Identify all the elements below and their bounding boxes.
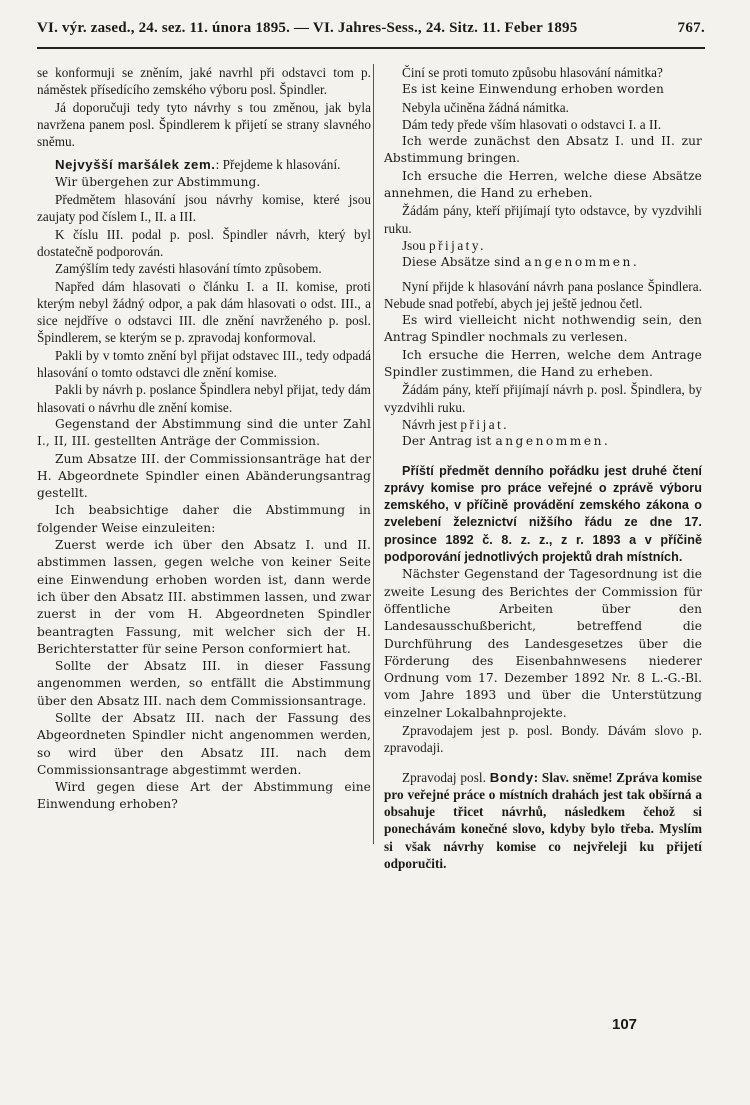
paragraph: Dám tedy přede vším hlasovati o odstavci I. a II. bbox=[402, 116, 662, 132]
page-header bbox=[37, 20, 705, 37]
german-paragraph: Wir übergehen zur Abstimmung. bbox=[55, 174, 261, 189]
agenda-item-czech: Příští předmět denního pořádku jest druhé čtení zprávy komise pro práce veřejné o zprávě výboru zemského, v příčině provádění zemského zákona o zvelebení železnictví nižšího řádu ze dne 17. prosince 1892 č. 8. z. z., z r. 1893 a v příčině podporování jednotlivých projektů drah místních. bbox=[384, 463, 702, 565]
german-paragraph: Ich ersuche die Herren, welche diese Absätze annehmen, die Hand zu erheben. bbox=[384, 168, 702, 201]
vote-result-prefix: Diese Absätze sind bbox=[402, 255, 525, 270]
speaker-name: Bondy bbox=[489, 769, 534, 785]
left-column bbox=[37, 64, 371, 814]
paragraph: Žádám pány, kteří přijímají tyto odstavce, by vyzdvihli ruku. bbox=[384, 203, 702, 236]
german-paragraph: Sollte der Absatz III. nach der Fassung des Abgeordneten Spindler nicht angenommen werden, so wird über den Absatz III. nach dem Commissionsantrage abgestimmt werden. bbox=[37, 710, 371, 777]
speaker-paragraph bbox=[37, 156, 371, 173]
paragraph: Nebyla učiněna žádná námitka. bbox=[402, 99, 569, 115]
header-left bbox=[37, 20, 577, 37]
speaker-title: Zpravodaj posl. bbox=[402, 769, 490, 785]
spacer bbox=[384, 451, 702, 463]
vote-result bbox=[384, 237, 702, 254]
german-paragraph: Zum Absatze III. der Commissionsanträge hat der H. Abgeordnete Spindler einen Abänderungsantrag gestellt. bbox=[37, 451, 371, 501]
column-divider bbox=[373, 64, 374, 844]
paragraph: Pakli by návrh p. poslance Špindlera nebyl přijat, tedy dám hlasovati o návrhu dle znění komise. bbox=[37, 382, 371, 415]
vote-result-word: angenommen. bbox=[495, 434, 611, 449]
german-paragraph: Ich ersuche die Herren, welche dem Antrage Spindler zustimmen, die Hand zu erheben. bbox=[384, 347, 702, 380]
speaker-text: : Slav. sněme! Zpráva komise pro veřejné práce o místních drahách jest tak obšírná a obsahuje třicet návrhů, následkem čehož si ponechávám konečné slovo, kdyby bylo třeba. Myslím si však návrhy komise co nejvřeleji ku přijetí odporučiti. bbox=[384, 769, 702, 872]
paragraph: Žádám pány, kteří přijímají návrh p. posl. Špindlera, by vyzdvihli ruku. bbox=[384, 382, 702, 415]
german-paragraph: Sollte der Absatz III. in dieser Fassung angenommen werden, so entfällt die Abstimmung über den Absatz III. nach dem Commissionsantrage. bbox=[37, 659, 371, 708]
vote-result-german bbox=[384, 254, 702, 271]
paragraph: se konformuji se zněním, jaké navrhl při odstavci tom p. náměstek přísedícího zemského výboru posl. Špindler. bbox=[37, 65, 371, 98]
header-czech: VI. výr. zased., 24. sez. 11. února 1895. bbox=[37, 20, 291, 36]
paragraph: Předmětem hlasování jsou návrhy komise, které jsou zaujaty pod číslem I., II. a III. bbox=[37, 192, 371, 225]
vote-result bbox=[384, 416, 702, 433]
speaker-name: Nejvyšší maršálek zem. bbox=[55, 157, 216, 173]
vote-result-prefix: Der Antrag ist bbox=[402, 434, 496, 449]
german-paragraph: Wird gegen diese Art der Abstimmung eine Einwendung erhoben? bbox=[37, 780, 371, 812]
right-column bbox=[384, 64, 702, 872]
vote-result-prefix: Návrh jest bbox=[402, 416, 461, 432]
german-paragraph: Es wird vielleicht nicht nothwendig sein, den Antrag Spindler nochmals zu verlesen. bbox=[384, 313, 702, 345]
vote-result-word: angenommen. bbox=[524, 255, 640, 270]
footer-page-number: 107 bbox=[612, 1016, 638, 1033]
paragraph: Já doporučuji tedy tyto návrhy s tou změnou, jak byla navržena panem posl. Špindlerem k přijetí se strany slavného sněmu. bbox=[37, 99, 371, 150]
vote-result-prefix: Jsou bbox=[402, 237, 429, 253]
german-paragraph: Ich werde zunächst den Absatz I. und II. zur Abstimmung bringen. bbox=[384, 134, 702, 166]
header-german: VI. Jahres-Sess., 24. Sitz. 11. Feber 1895 bbox=[312, 20, 578, 36]
header-page-number: 767. bbox=[677, 20, 705, 36]
german-paragraph: Es ist keine Einwendung erhoben worden bbox=[402, 82, 664, 97]
vote-result-word: přijaty. bbox=[429, 237, 486, 253]
paragraph: Napřed dám hlasovati o článku I. a II. komise, proti kterým nebyl žádný odpor, a pak dám hlasovati o odst. III., a sice nejdříve o odstavci III. dle znění navrženého p. posl. Špindlerem, se kterým se p. zpravodaj konformoval. bbox=[37, 278, 371, 346]
german-paragraph: Ich beabsichtige daher die Abstimmung in folgender Weise einzuleiten: bbox=[37, 503, 371, 535]
paragraph: Nyní přijde k hlasování návrh pana poslance Špindlera. Nebude snad potřebí, abych jej ještě jednou četl. bbox=[384, 278, 702, 311]
paragraph: Pakli by v tomto znění byl přijat odstavec III., tedy odpadá hlasování o tomto odstavci dle znění komise. bbox=[37, 347, 371, 381]
spacer bbox=[384, 757, 702, 769]
speaker-paragraph bbox=[384, 769, 702, 873]
german-paragraph: Gegenstand der Abstimmung sind die unter Zahl I., II, III. gestellten Anträge der Commission. bbox=[37, 416, 371, 449]
paragraph: K číslu III. podal p. posl. Špindler návrh, který byl dostatečně podporován. bbox=[37, 226, 371, 259]
header-separator: — bbox=[294, 20, 310, 36]
vote-result-german bbox=[384, 433, 702, 450]
german-paragraph: Zuerst werde ich über den Absatz I. und II. abstimmen lassen, gegen welche von keiner Seite eine Einwendung erhoben worden ist, dann werde ich über den Absatz III. abstimmen lassen, und zwar zuerst in der vom H. Abgeordneten Spindler beantragten Fassung, mit welcher sich der H. Berichterstatter für seine Person conformiert hat. bbox=[37, 538, 371, 656]
vote-result-word: přijat. bbox=[460, 416, 510, 432]
paragraph: Zpravodajem jest p. posl. Bondy. Dávám slovo p. zpravodaji. bbox=[384, 722, 702, 756]
speaker-text: : Přejdeme k hlasování. bbox=[215, 157, 341, 173]
agenda-item-german: Nächster Gegenstand der Tagesordnung ist die zweite Lesung des Berichtes der Commission für öffentliche Arbeiten über den Landesausschußbericht, betreffend die Durchführung des Landesgesetzes über die Förderung des Eisenbahnwesens niederer Ordnung vom 17. Dezember 1892 Nr. 8 L.-G.-Bl. vom Jahre 1893 und über die Unterstützung einzelner Lokalbahnprojekte. bbox=[384, 567, 702, 720]
paragraph: Činí se proti tomuto způsobu hlasování námitka? bbox=[402, 65, 663, 80]
paragraph: Zamýšlím tedy zavésti hlasování tímto způsobem. bbox=[55, 261, 322, 277]
header-rule bbox=[37, 47, 705, 49]
